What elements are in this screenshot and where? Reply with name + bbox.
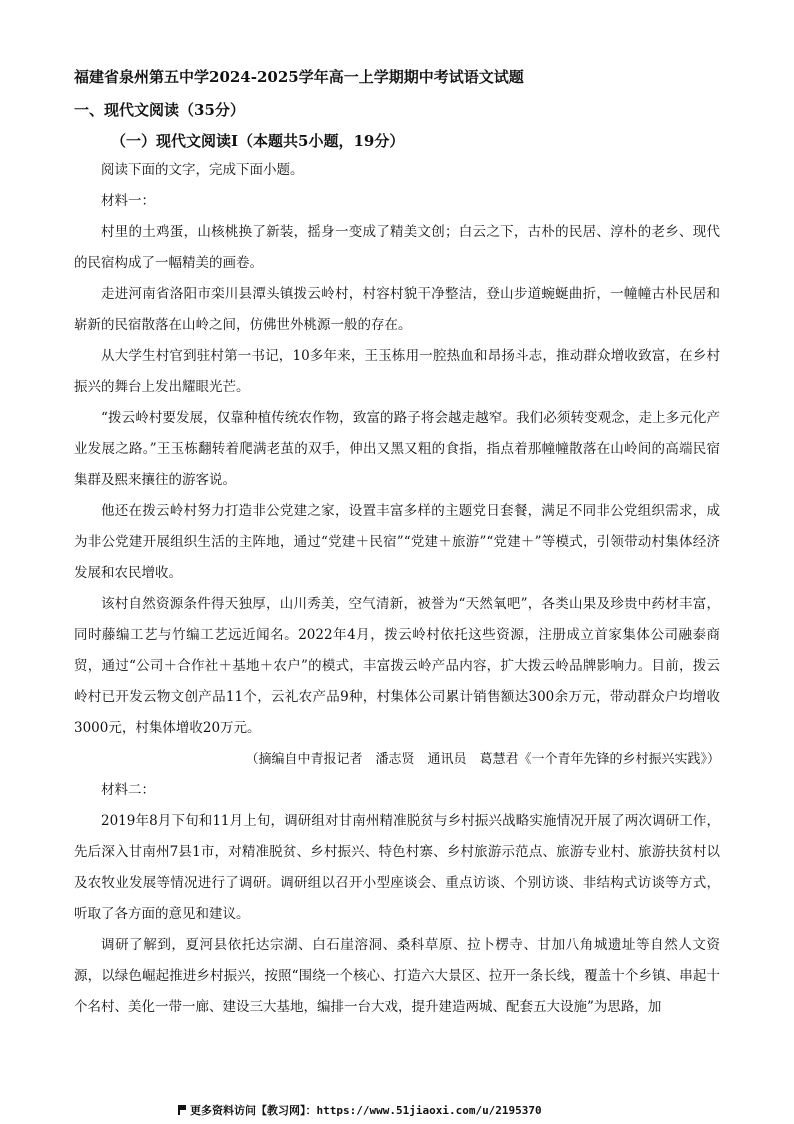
subsection-title: （一）现代文阅读Ⅰ（本题共5小题，19分） xyxy=(111,132,405,150)
document-body xyxy=(74,155,720,1023)
paragraph: 村里的土鸡蛋，山核桃换了新装，摇身一变成了精美文创；白云之下，古朴的民居、淳朴的老乡、现代的民宿构成了一幅精美的画卷。 xyxy=(74,224,720,271)
flag-icon xyxy=(178,1105,186,1115)
paragraph: 该村自然资源条件得天独厚，山川秀美，空气清新，被誉为“天然氧吧”，各类山果及珍贵中药材丰富，同时藤编工艺与竹编工艺远近闻名。2022年4月，拨云岭村依托这些资源，注册成立首家集体公司融泰商贸，通过“公司＋合作社＋基地＋农户”的模式，丰富拨云岭产品内容，扩大拨云岭品牌影响力。目前，拨云岭村已开发云物文创产品11个，云礼农产品9种，村集体公司累计销售额达300余万元，带动群众户均增收3000元，村集体增收20万元。 xyxy=(74,596,720,736)
footer-link[interactable] xyxy=(178,1104,542,1118)
document-title: 福建省泉州第五中学2024-2025学年高一上学期期中考试语文试题 xyxy=(74,68,524,86)
paragraph: 走进河南省洛阳市栾川县潭头镇拨云岭村，村容村貌干净整洁，登山步道蜿蜒曲折，一幢幢古朴民居和崭新的民宿散落在山岭之间，仿佛世外桃源一般的存在。 xyxy=(74,286,720,333)
paragraph: 2019年8月下旬和11月上旬，调研组对甘南州精准脱贫与乡村振兴战略实施情况开展了两次调研工作，先后深入甘南州7县1市，对精准脱贫、乡村振兴、特色村寨、乡村旅游示范点、旅游专业村、旅游扶贫村以及农牧业发展等情况进行了调研。调研组以召开小型座谈会、重点访谈、个别访谈、非结构式访谈等方式，听取了各方面的意见和建议。 xyxy=(74,813,720,922)
paragraph-instruction: 阅读下面的文字，完成下面小题。 xyxy=(101,162,304,178)
section-title: 一、现代文阅读（35分） xyxy=(74,101,245,119)
footer-text: 更多资料访问【教习网】：https://www.51jiaoxi.com/u/2195370 xyxy=(190,1104,542,1117)
paragraph-material-1-label: 材料一： xyxy=(101,193,155,209)
source-citation: （摘编自中青报记者 潘志贤 通讯员 葛慧君《一个青年先锋的乡村振兴实践》） xyxy=(245,752,720,767)
paragraph: “拨云岭村要发展，仅靠种植传统农作物，致富的路子将会越走越窄。我们必须转变观念，走上多元化产业发展之路。”王玉栋翻转着爬满老茧的双手，伸出又黑又粗的食指，指点着那幢幢散落在山岭间的高端民宿集群及熙来攘往的游客说。 xyxy=(74,410,720,488)
paragraph: 调研了解到，夏河县依托达宗湖、白石崖溶洞、桑科草原、拉卜楞寺、甘加八角城遗址等自然人文资源，以绿色崛起推进乡村振兴，按照“围绕一个核心、打造六大景区、拉开一条长线，覆盖十个乡镇、串起十个名村、美化一带一廊、建设三大基地，编排一台大戏，提升建造两城、配套五大设施”为思路，加 xyxy=(74,937,720,1015)
paragraph: 从大学生村官到驻村第一书记，10多年来，王玉栋用一腔热血和昂扬斗志，推动群众增收致富，在乡村振兴的舞台上发出耀眼光芒。 xyxy=(74,348,720,395)
paragraph: 他还在拨云岭村努力打造非公党建之家，设置丰富多样的主题党日套餐，满足不同非公党组织需求，成为非公党建开展组织生活的主阵地，通过“党建＋民宿”“党建＋旅游”“党建＋”等模式，引领带动村集体经济发展和农民增收。 xyxy=(74,503,720,581)
paragraph-material-2-label: 材料二： xyxy=(101,782,155,798)
